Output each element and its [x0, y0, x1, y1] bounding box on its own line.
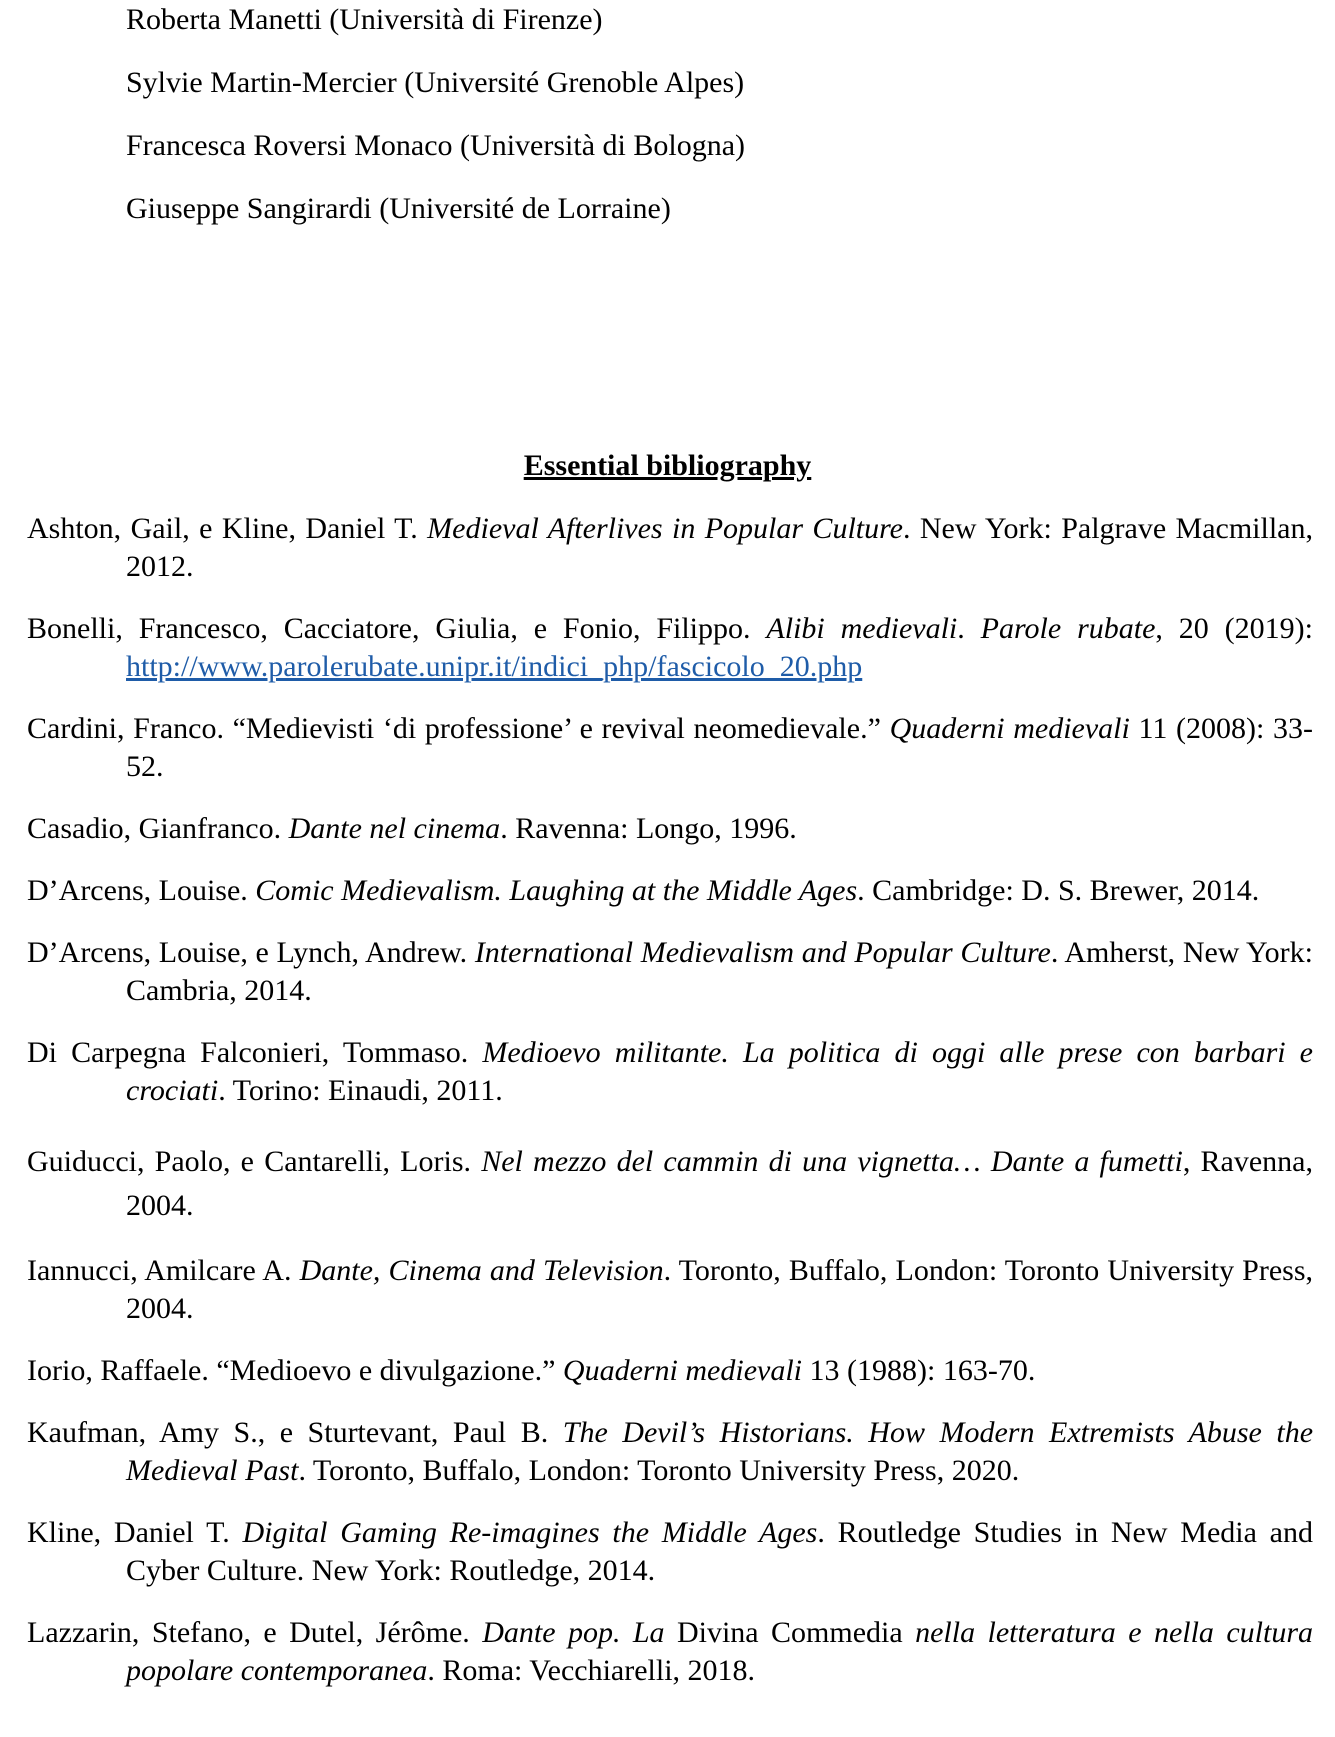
entry-publication: . Routledge Studies in New Media and Cyber Culture. New York: Routledge, 2014.: [126, 1516, 1313, 1587]
entry-publication: . Roma: Vecchiarelli, 2018.: [427, 1654, 756, 1687]
entry-title: Dante pop. La: [482, 1616, 665, 1649]
entry-title: Digital Gaming Re-imagines the Middle Ages: [242, 1516, 818, 1549]
entry-authors: Iorio, Raffaele. “Medioevo e divulgazione.”: [27, 1354, 563, 1387]
entry-authors: Cardini, Franco. “Medievisti ‘di professione’ e revival neomedievale.”: [27, 712, 890, 745]
bibliography-list: [27, 510, 1313, 1714]
entry-roman-title: Divina Commedia: [664, 1616, 916, 1649]
committee-member: Roberta Manetti (Università di Firenze): [126, 3, 603, 36]
bibliography-entry: [27, 1034, 1313, 1110]
entry-authors: D’Arcens, Louise, e Lynch, Andrew.: [27, 936, 475, 969]
entry-authors: Bonelli, Francesco, Cacciatore, Giulia, e Fonio, Filippo.: [27, 612, 767, 645]
entry-publication: 11 (2008): 33-52.: [126, 712, 1313, 783]
committee-member: Francesca Roversi Monaco (Università di Bologna): [126, 129, 745, 162]
entry-authors: Casadio, Gianfranco.: [27, 812, 289, 845]
entry-publication: , Ravenna, 2004.: [126, 1145, 1313, 1222]
committee-member: Sylvie Martin-Mercier (Université Grenoble Alpes): [126, 66, 745, 99]
entry-publication: . Toronto, Buffalo, London: Toronto University Press, 2004.: [126, 1254, 1314, 1325]
entry-journal: Quaderni medievali: [562, 1354, 803, 1387]
entry-title: Nel mezzo del cammin di una vignetta… Dante a fumetti: [481, 1145, 1183, 1178]
entry-journal: Parole rubate: [980, 612, 1156, 645]
entry-title: The Devil’s Historians. How Modern Extremists Abuse the Medieval Past: [126, 1416, 1314, 1487]
entry-authors: Guiducci, Paolo, e Cantarelli, Loris.: [27, 1145, 482, 1178]
entry-authors: Di Carpegna Falconieri, Tommaso.: [27, 1036, 483, 1069]
entry-separator: .: [957, 612, 981, 645]
bibliography-entry: [27, 610, 1313, 686]
entry-authors: Iannucci, Amilcare A.: [27, 1254, 300, 1287]
entry-title: Medieval Afterlives in Popular Culture: [427, 512, 903, 545]
entry-title: International Medievalism and Popular Culture: [474, 936, 1051, 969]
entry-authors: Kline, Daniel T.: [27, 1516, 243, 1549]
bibliography-entry: [27, 1252, 1313, 1328]
entry-journal: Quaderni medievali: [889, 712, 1130, 745]
entry-publication: . Torino: Einaudi, 2011.: [218, 1074, 503, 1107]
entry-publication: . New York: Palgrave Macmillan, 2012.: [126, 512, 1313, 583]
bibliography-entry: [27, 510, 1313, 586]
entry-authors: Ashton, Gail, e Kline, Daniel T.: [27, 512, 428, 545]
bibliography-entry: [27, 1614, 1313, 1690]
entry-authors: Lazzarin, Stefano, e Dutel, Jérôme.: [27, 1616, 483, 1649]
entry-publication: 13 (1988): 163-70.: [802, 1354, 1036, 1387]
bibliography-entry: [27, 710, 1313, 786]
bibliography-entry: [27, 1140, 1313, 1228]
bibliography-entry: [27, 1514, 1313, 1590]
committee-list: [126, 0, 745, 252]
bibliography-entry: [27, 872, 1313, 910]
entry-publication: . Cambridge: D. S. Brewer, 2014.: [857, 874, 1260, 907]
bibliography-heading: Essential bibliography: [523, 449, 812, 482]
entry-publication: , 20 (2019):: [1155, 612, 1313, 645]
entry-authors: Kaufman, Amy S., e Sturtevant, Paul B.: [27, 1416, 563, 1449]
entry-title: Comic Medievalism. Laughing at the Middle Ages: [255, 874, 858, 907]
bibliography-entry: [27, 934, 1313, 1010]
entry-publication: . Toronto, Buffalo, London: Toronto University Press, 2020.: [298, 1454, 1020, 1487]
entry-title: Alibi medievali: [766, 612, 958, 645]
entry-title: Dante nel cinema: [288, 812, 501, 845]
entry-authors: D’Arcens, Louise.: [27, 874, 256, 907]
bibliography-entry: [27, 1352, 1313, 1390]
entry-title: Dante, Cinema and Television: [299, 1254, 664, 1287]
committee-member: Giuseppe Sangirardi (Université de Lorraine): [126, 192, 671, 225]
entry-publication: . Amherst, New York: Cambria, 2014.: [126, 936, 1313, 1007]
entry-title: Medioevo militante. La politica di oggi alle prese con barbari e crociati: [126, 1036, 1313, 1107]
bibliography-entry: [27, 810, 1313, 848]
entry-publication: . Ravenna: Longo, 1996.: [500, 812, 797, 845]
entry-link[interactable]: http://www.parolerubate.unipr.it/indici_php/fascicolo_20.php: [126, 650, 863, 683]
bibliography-entry: [27, 1414, 1313, 1490]
entry-subtitle: nella letteratura e nella cultura popolare contemporanea: [126, 1616, 1314, 1687]
